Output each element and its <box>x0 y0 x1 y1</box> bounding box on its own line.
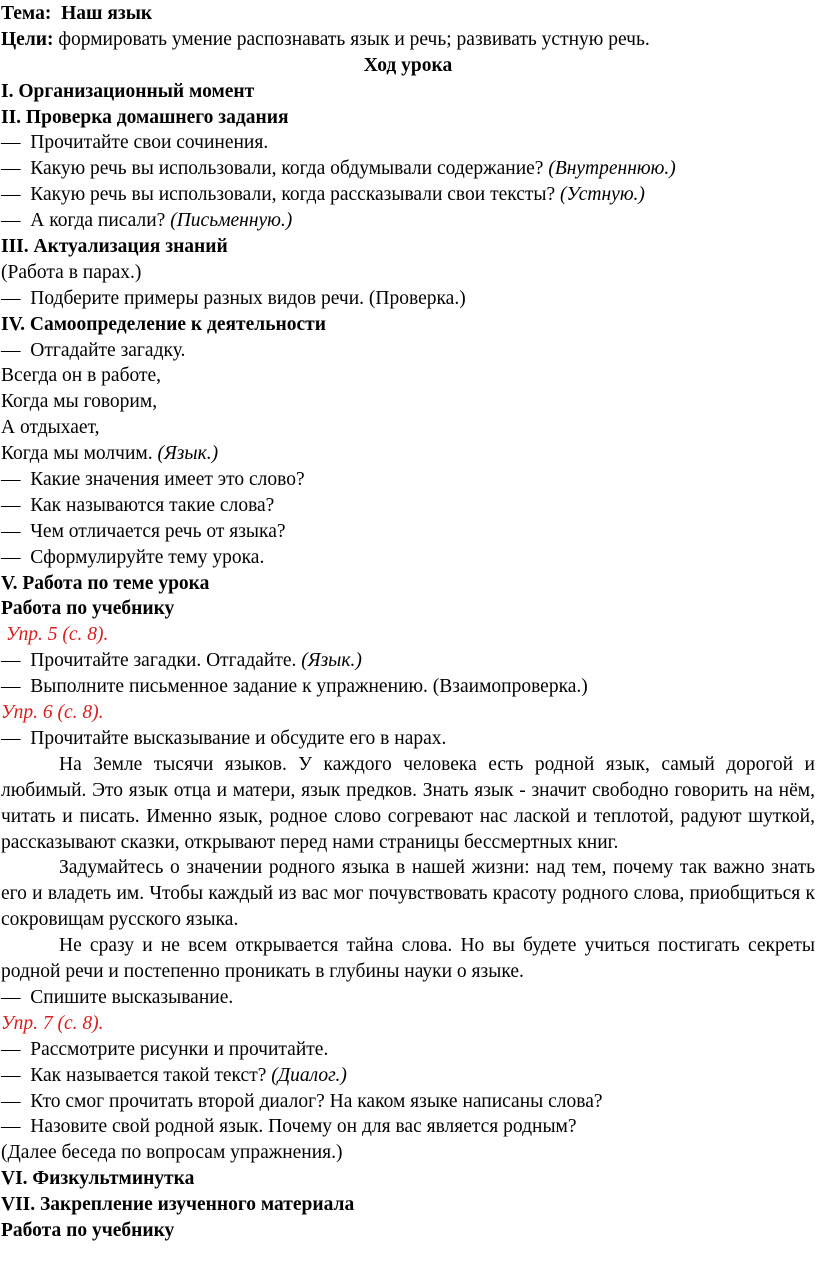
exercise-6-ref: Упр. 6 (с. 8). <box>1 702 104 724</box>
dialog-line <box>1 156 815 182</box>
topic-line <box>1 1 815 27</box>
quote-paragraph-2: Задумайтесь о значении родного языка в нашей жизни: над тем, почему так важно знать его и владеть им. Чтобы каждый из вас мог почувствовать красоту родного слова, приобщиться к сокровищам русского языка. <box>1 857 815 931</box>
quote-paragraph-3: Не сразу и не всем открывается тайна слова. Но вы будете учиться постигать секреты родной речи и постепенно проникать в глубины науки о языке. <box>1 935 815 983</box>
section-1-title: I. Организационный момент <box>1 80 255 102</box>
section-4-title: IV. Самоопределение к деятельности <box>1 313 326 335</box>
dialog-line <box>1 985 815 1011</box>
textbook-work-heading-2: Работа по учебнику <box>1 1220 175 1241</box>
line-text: Чем отличается речь от языка? <box>30 520 286 542</box>
dialog-line <box>1 1063 815 1089</box>
riddle-line: А отдыхает, <box>1 417 100 439</box>
dialog-line <box>1 1037 815 1063</box>
riddle-line: Когда мы говорим, <box>1 391 158 413</box>
goals-value: формировать умение распознавать язык и речь; развивать устную речь. <box>58 28 650 50</box>
line-text: Подберите примеры разных видов речи. (Проверка.) <box>30 287 466 309</box>
lesson-flow-heading: Ход урока <box>363 54 453 76</box>
section-6-title: VI. Физкультминутка <box>1 1168 195 1190</box>
answer-text: (Письменную.) <box>170 210 293 232</box>
line-text: Выполните письменное задание к упражнению. (Взаимопроверка.) <box>30 676 588 698</box>
riddle-line <box>1 441 815 467</box>
section-5-title: V. Работа по теме урока <box>1 572 210 594</box>
line-text: Отгадайте загадку. <box>30 339 186 361</box>
goals-label: Цели: <box>1 28 54 50</box>
line-text: Какую речь вы использовали, когда обдумывали содержание? <box>30 158 544 180</box>
section-2-title: II. Проверка домашнего задания <box>1 106 289 128</box>
answer-text: (Диалог.) <box>271 1064 347 1086</box>
line-text: Какую речь вы использовали, когда рассказывали свои тексты? <box>30 184 556 206</box>
line-text: Прочитайте высказывание и обсудите его в нарах. <box>30 727 447 749</box>
answer-text: (Язык.) <box>157 443 219 465</box>
note-line: (Далее беседа по вопросам упражнения.) <box>1 1142 343 1164</box>
line-text: Как называются такие слова? <box>30 494 275 516</box>
dialog-line <box>1 674 815 700</box>
riddle-line: Всегда он в работе, <box>1 365 162 387</box>
dialog-line <box>1 545 815 571</box>
exercise-7-ref: Упр. 7 (с. 8). <box>1 1012 104 1034</box>
dialog-line <box>1 1089 815 1115</box>
line-text: Как называется такой текст? <box>30 1064 267 1086</box>
line-text: Прочитайте загадки. Отгадайте. <box>30 650 297 672</box>
note-line: (Работа в парах.) <box>1 261 142 283</box>
line-text: Сформулируйте тему урока. <box>30 546 265 568</box>
dialog-line <box>1 208 815 234</box>
section-7-title: VII. Закрепление изученного материала <box>1 1194 355 1216</box>
dialog-line <box>1 493 815 519</box>
line-text: А когда писали? <box>30 210 166 232</box>
line-text: Спишите высказывание. <box>30 986 234 1008</box>
exercise-ref-text: Упр. 5 (с. 8). <box>5 624 109 646</box>
answer-text: (Язык.) <box>301 650 362 672</box>
topic-value: Наш язык <box>61 3 153 24</box>
line-text: Назовите свой родной язык. Почему он для вас является родным? <box>30 1116 577 1138</box>
dialog-line <box>1 1114 815 1140</box>
topic-label: Тема: <box>1 3 52 24</box>
exercise-5-ref <box>1 622 815 648</box>
dialog-line <box>1 467 815 493</box>
dialog-line <box>1 648 815 674</box>
dialog-line <box>1 286 815 312</box>
section-3-title: III. Актуализация знаний <box>1 236 228 258</box>
line-text: Какие значения имеет это слово? <box>30 469 305 491</box>
dialog-line <box>1 338 815 364</box>
line-text: Прочитайте свои сочинения. <box>30 132 269 154</box>
answer-text: (Устную.) <box>560 184 645 206</box>
answer-text: (Внутреннюю.) <box>548 158 676 180</box>
quote-paragraph-1: На Земле тысячи языков. У каждого человека есть родной язык, самый дорогой и любимый. Это язык отца и матери, язык предков. Знать язык - значит свободно говорить на нём, читать и писать. Именно язык, родное слово согревают нас лаской и теплотой, радуют шуткой, рассказывают сказки, открывают перед нами страницы бессмертных книг. <box>1 753 815 853</box>
line-text: Кто смог прочитать второй диалог? На каком языке написаны слова? <box>30 1090 603 1112</box>
dialog-line <box>1 519 815 545</box>
line-text: Когда мы молчим. <box>1 443 153 465</box>
line-text: Рассмотрите рисунки и прочитайте. <box>30 1038 329 1060</box>
dialog-line <box>1 130 815 156</box>
goals-line <box>1 27 815 53</box>
textbook-work-heading: Работа по учебнику <box>1 598 175 620</box>
dialog-line <box>1 182 815 208</box>
dialog-line <box>1 726 815 752</box>
